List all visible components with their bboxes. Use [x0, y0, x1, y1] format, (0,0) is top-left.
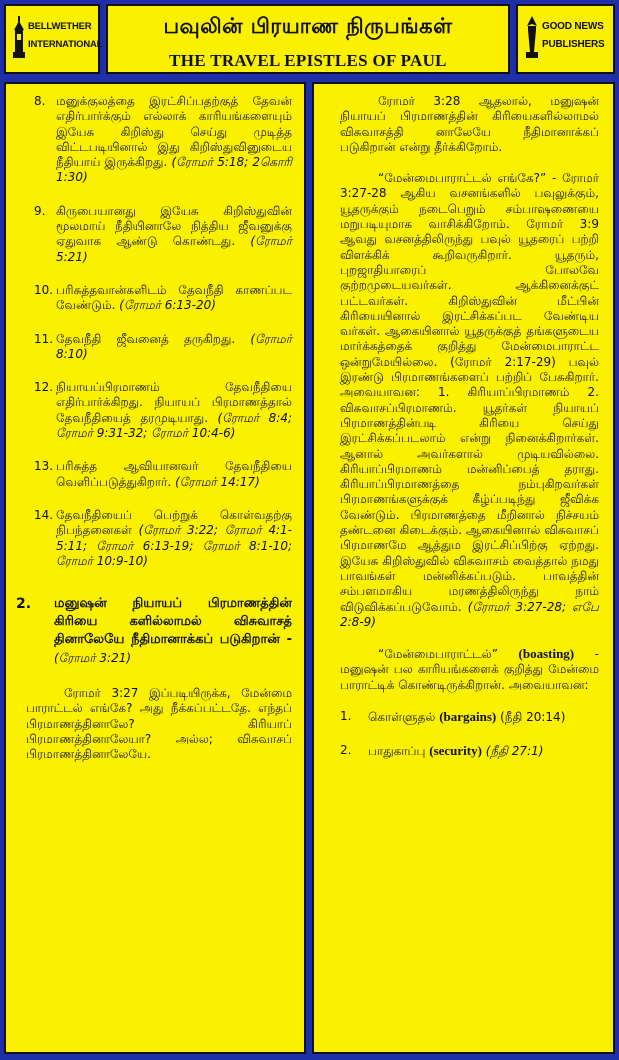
section-number: 2.: [16, 596, 32, 613]
sub-item-text: கொள்ளுதல்: [368, 709, 436, 724]
bellwether-logo-line2: INTERNATIONAL: [28, 39, 103, 50]
body-paragraph: ரோமர் 3:27 இப்படியிருக்க, மேன்மை பாராட்டல் எங்கே? அது நீக்கப்பட்டதே. எந்தப் பிரமாணத்தினாலே? கிரியாப் பிரமாணத்தினாலேயா? அல்ல; விசுவாசப் பிரமாணத்தினாலேயே.: [26, 686, 292, 762]
good-news-logo-box: [516, 4, 615, 74]
bellwether-logo-box: [4, 4, 103, 74]
item-text: தேவநீதியைப் பெற்றுக் கொள்வதற்கு நிபந்தனைகள்: [56, 507, 292, 538]
paragraph-reference: (ரோமர் 3:27-28; எபே 2:8-9): [340, 599, 599, 629]
item-text: கிருபையானது இயேசு கிறிஸ்துவின் மூலமாய் நீதியினாலே நித்திய ஜீவனுக்கு ஏதுவாக ஆண்டு கொண்டது.: [56, 203, 292, 249]
title-tamil: பவுலின் பிரயாண நிருபங்கள்: [163, 14, 453, 38]
item-reference: (ரோமர் 6:13-20): [119, 298, 216, 313]
bell-tower-icon: [12, 16, 26, 62]
section-text: மனுஷன் நியாயப் பிரமாணத்தின் கிரியை களில்லாமல் விசுவாசத் தினாலேயே நீதிமானாக்கப் படுகிறான் -: [54, 596, 292, 648]
paragraph-text: “மேன்மைபாராட்டல் எங்கே?” - ரோமர் 3:27-28 ஆகிய வசனங்களில் பவுலுக்கும், யூதருக்கும் நடைபெறும் சம்பாஷணையை மறுபடியுமாக வாசிக்கிறோம். ரோமர் 3:9 ஆவது வசனத்திலிருந்து பவுல் யூதரைப் பற்றி விளக்கிக் கூறிவருகிறார். யூதரும், புறஜாதியாரைப் போலவே குற்றமுடையவர்கள். ஆக்கினைக்குட் பட்டவர்கள். கிறிஸ்துவின் மீட்பின் கிரியையினால் இரட்சிக்கப்பட வேண்டிய வர்கள். ஆகையினால் யூதருக்குத் தங்களுடைய மார்க்கத்தைக் குறித்து மேன்மைபாராட்ட ஒன்றுமேயில்லை. (ரோமர் 2:17-29) பவுல் இரண்டு பிரமாணங்களைப் பற்றிப் பேசுகிறார். அவையாவன: 1. கிரியாப்பிரமாணம் 2. விசுவாசப்பிரமாணம். யூதர்கள் நியாயப் பிரமாணத்தின்படி கிரியை செய்து இரட்சிக்கப்படலாம் என்று நினைக்கிறார்கள். ஆனால் அவர்களால் முடியவில்லை. கிரியாப்பிரமாணம் மன்னிப்பைத் தராது. கிரியாப்பிரமாணத்தை நம்புகிறவர்கள் பிரமாணங்களுக்குக் கீழ்ப்படிந்து ஜீவிக்க வேண்டும். பிரமாணத்தை மீறினால் நிச்சயம் தண்டனை கிடைக்கும். ஆகையினால் விசுவாசப் பிரமாணமே ஆத்தும இரட்சிப்பிற்கு ஏற்றது. இயேசு கிறிஸ்துவில் விசுவாசம் வைத்தால் நமது பாவங்கள் மன்னிக்கப்படும். பாவத்தின் சம்பளமாகிய மரணத்திலிருந்து நாம் விடுவிக்கப்படுவோம்.: [340, 171, 599, 614]
sub-item-reference: (நீதி 20:14): [500, 709, 566, 724]
item-reference: (ரோமர் 8:4; ரோமர் 9:31-32; ரோமர் 10:4-6): [56, 410, 292, 441]
paragraph-quote: “மேன்மைபாராட்டல்”: [378, 647, 498, 662]
good-news-logo-line1: GOOD NEWS: [542, 21, 604, 32]
list-item: [26, 94, 292, 186]
right-column: [312, 82, 615, 1054]
item-number: 13.: [34, 459, 54, 474]
list-item: [26, 459, 292, 490]
sub-item-reference: (நீதி 27:1): [485, 744, 544, 759]
item-number: 12.: [34, 380, 54, 395]
sub-list-item: [340, 709, 599, 725]
item-reference: (ரோமர் 5:21): [56, 234, 292, 264]
sub-item-english-term: (bargains): [439, 708, 497, 724]
list-item: [26, 204, 292, 265]
title-box: [106, 4, 510, 74]
item-number: 8.: [34, 94, 46, 108]
body-paragraph: [340, 646, 599, 693]
list-item: [26, 332, 292, 363]
list-item: [26, 283, 292, 314]
bellwether-logo-line1: BELLWETHER: [28, 21, 92, 32]
sub-item-text: பாதுகாப்பு: [368, 744, 426, 759]
sub-list-item: [340, 743, 599, 759]
item-text: மனுக்குலத்தை இரட்சிப்பதற்குத் தேவன் எதிர்பார்க்கும் எல்லாக் காரியங்களையும் இயேசு கிறிஸ்து செய்து முடித்த விட்டபடியினால் இது கிறிஸ்துவினுடைய நீதியாய் இருக்கிறது.: [56, 94, 292, 170]
sub-item-number: 1.: [340, 708, 352, 723]
item-text: நியாயப்பிரமாணம் தேவநீதியை எதிர்பார்க்கிறது. நியாயப் பிரமாணத்தால் தேவநீதியைத் தரமுடியாது.: [56, 380, 292, 425]
title-english: THE TRAVEL EPISTLES OF PAUL: [169, 51, 447, 70]
list-item: [26, 508, 292, 569]
body-paragraph: ரோமர் 3:28 ஆதலால், மனுஷன் நியாயப் பிரமாணத்தின் கிரியைகளில்லாமல் விசுவாசத்தி னாலேயே நீதிமானாக்கப் படுகிறான் என்று தீர்க்கிறோம்.: [340, 94, 599, 154]
item-number: 10.: [34, 282, 54, 297]
item-reference: (ரோமர் 3:22; ரோமர் 4:1-5:11; ரோமர் 6:13-19; ரோமர் 8:1-10; ரோமர் 10:9-10): [56, 523, 292, 568]
sub-item-number: 2.: [340, 743, 352, 758]
section-heading: [16, 595, 292, 668]
item-number: 14.: [34, 507, 54, 522]
item-reference: (ரோமர் 14:17): [175, 474, 260, 489]
item-reference: (ரோமர் 8:10): [56, 331, 292, 361]
torch-icon: [524, 16, 540, 62]
item-number: 11.: [34, 331, 54, 346]
body-paragraph: [340, 171, 599, 630]
item-text: பரிசுத்த ஆவியானவர் தேவநீதியை வெளிப்படுத்துகிறார்.: [56, 459, 292, 489]
section-reference: (ரோமர் 3:21): [54, 651, 132, 666]
sub-item-english-term: (security): [429, 743, 482, 759]
item-text: பரிசுத்தவான்களிடம் தேவநீதி காணப்பட வேண்டும்.: [56, 282, 292, 313]
item-reference: (ரோமர் 5:18; 2கொரி 1:30): [56, 155, 292, 185]
paragraph-english-term: (boasting): [518, 646, 575, 662]
paragraph-text: - மனுஷன் பல காரியங்களைக் குறித்து மேன்மை பாராட்டிக் கொண்டிருக்கிறான். அவையாவன:: [340, 647, 599, 692]
left-column: [4, 82, 306, 1054]
list-item: [26, 380, 292, 441]
good-news-logo-line2: PUBLISHERS: [542, 39, 605, 50]
item-text: தேவநீதி ஜீவனைத் தருகிறது.: [56, 331, 236, 346]
item-number: 9.: [34, 203, 46, 218]
